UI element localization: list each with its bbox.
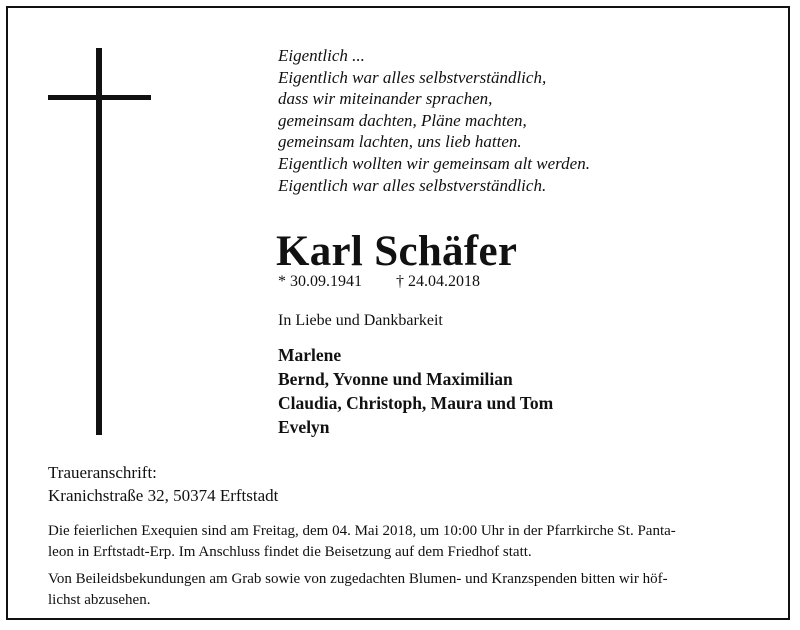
poem-line: Eigentlich war alles selbstverständlich. [278, 175, 547, 195]
service-info-line: Die feierlichen Exequien sind am Freitag, dem 04. Mai 2018, um 10:00 Uhr in der Pfarrkirche St. Panta- [48, 523, 676, 539]
poem-line: Eigentlich wollten wir gemeinsam alt werden. [278, 153, 590, 173]
deceased-name: Karl Schäfer [276, 228, 518, 275]
service-info [48, 521, 766, 563]
service-info-line: leon in Erftstadt-Erp. Im Anschluss findet die Beisetzung auf dem Friedhof statt. [48, 544, 532, 560]
condolence-info [48, 569, 766, 611]
poem [278, 45, 590, 196]
dedication: In Liebe und Dankbarkeit [278, 312, 443, 329]
birth-date: * 30.09.1941 [278, 273, 362, 290]
mourner-line: Marlene [278, 345, 342, 365]
cross-icon-vertical-beam [96, 48, 102, 435]
mourners-list [278, 343, 553, 439]
life-dates [278, 272, 480, 292]
poem-line: dass wir miteinander sprachen, [278, 89, 493, 109]
poem-line: Eigentlich war alles selbstverständlich, [278, 67, 547, 87]
mourner-line: Bernd, Yvonne und Maximilian [278, 369, 513, 389]
death-date: † 24.04.2018 [396, 273, 480, 290]
mourning-address [48, 461, 278, 507]
funeral-notice [48, 521, 766, 611]
mourner-line: Evelyn [278, 417, 330, 437]
poem-line: Eigentlich ... [278, 46, 365, 65]
cross-icon-horizontal-beam [48, 95, 151, 100]
address-line: Kranichstraße 32, 50374 Erftstadt [48, 486, 279, 505]
poem-line: gemeinsam dachten, Pläne machten, [278, 110, 527, 130]
poem-line: gemeinsam lachten, uns lieb hatten. [278, 132, 522, 152]
mourner-line: Claudia, Christoph, Maura und Tom [278, 393, 554, 413]
address-label: Traueranschrift: [48, 463, 157, 482]
obituary-card [6, 6, 790, 620]
condolence-info-line: Von Beileidsbekundungen am Grab sowie von zugedachten Blumen- und Kranzspenden bitten wir höf- [48, 571, 668, 587]
condolence-info-line: lichst abzusehen. [48, 592, 151, 608]
